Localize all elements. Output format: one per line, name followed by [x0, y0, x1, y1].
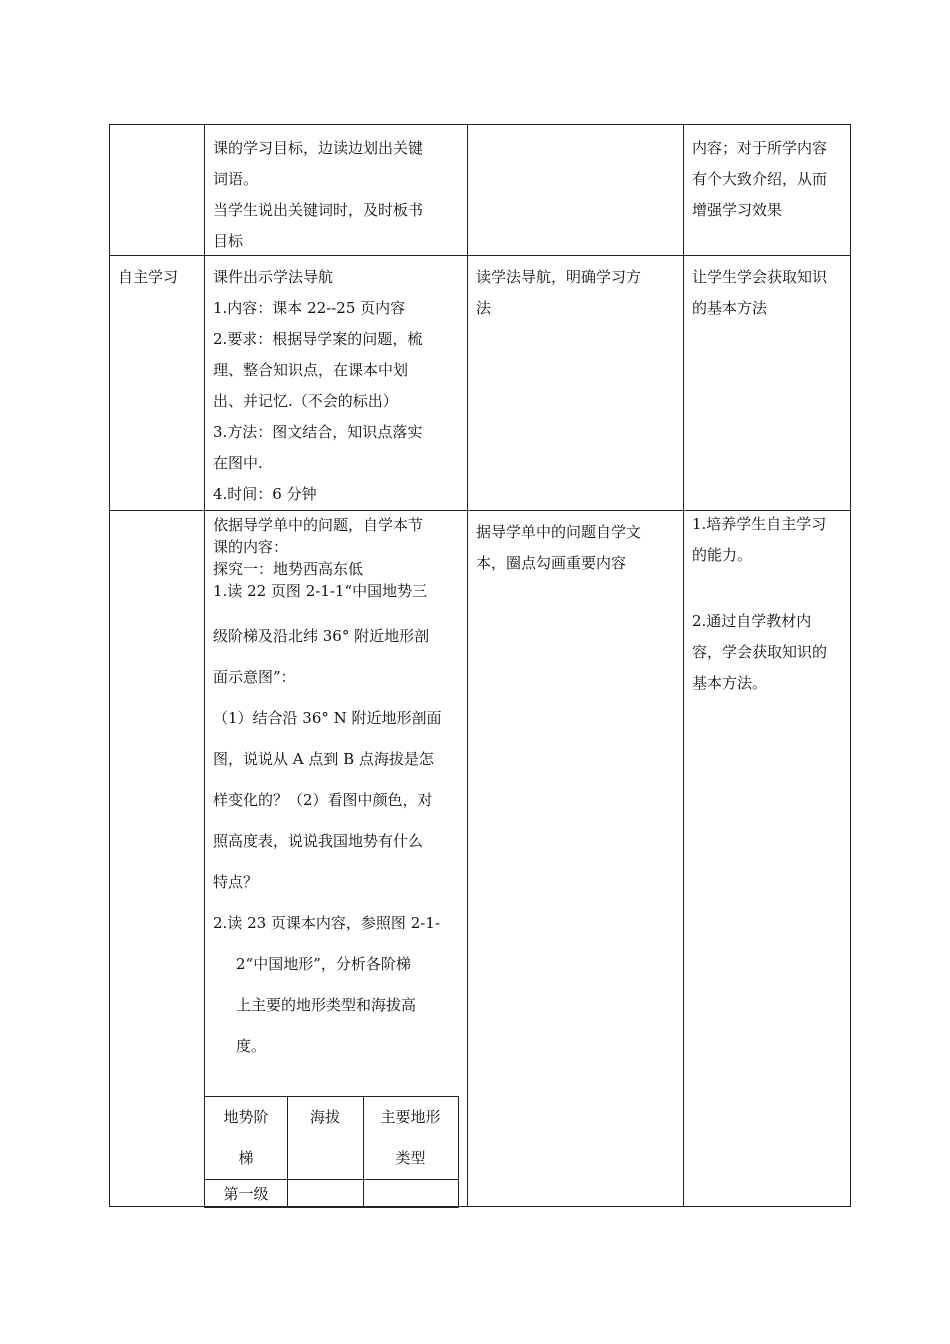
- text-line: 第一级: [223, 1185, 269, 1203]
- text-line: 2.要求：根据导学案的问题，梳: [213, 330, 423, 348]
- stage-title: 自主学习: [118, 268, 179, 286]
- column-divider: [467, 125, 468, 1206]
- text-line: 样变化的？（2）看图中颜色，对: [213, 791, 433, 809]
- row3-student-activity: [476, 517, 681, 579]
- row2-student-activity: [476, 262, 681, 324]
- text-line: 1.内容：课本 22--25 页内容: [213, 299, 406, 317]
- text-line: 有个大致介绍，从而: [692, 170, 828, 188]
- text-line: 法: [476, 299, 492, 317]
- header-terrain-step: [205, 1097, 287, 1179]
- terrain-steps-table: [204, 1096, 459, 1208]
- text-line: 类型: [395, 1149, 426, 1167]
- row2-stage-label: [118, 262, 200, 293]
- text-line: 照高度表，说说我国地势有什么: [213, 832, 424, 850]
- row1-design-intent: [692, 133, 847, 226]
- text-line: 基本方法。: [692, 674, 768, 692]
- text-line: 课件出示学法导航: [213, 268, 334, 286]
- text-line: 词语。: [213, 170, 259, 188]
- text-line: 课的学习目标，边读边划出关键: [213, 139, 424, 157]
- row2-teacher-activity: [213, 262, 461, 510]
- column-divider: [204, 125, 205, 1206]
- row-first-step: [205, 1179, 287, 1209]
- text-line: 梯: [238, 1149, 254, 1167]
- text-line: 理、整合知识点，在课本中划: [213, 361, 409, 379]
- text-line: 内容；对于所学内容: [692, 139, 828, 157]
- text-line: 在图中.: [213, 454, 263, 472]
- text-line: 读学法导航，明确学习方: [476, 268, 642, 286]
- text-line: 1.读 22 页图 2-1-1“中国地势三: [213, 582, 428, 600]
- text-line: 2.读 23 页课本内容，参照图 2-1-: [213, 914, 440, 932]
- text-line: 4.时间：6 分钟: [213, 485, 317, 503]
- text-line: 海拔: [309, 1108, 340, 1126]
- text-line: 2“中国地形”，分析各阶梯: [236, 955, 411, 973]
- text-line: 度。: [236, 1037, 267, 1055]
- text-line: （1）结合沿 36° N 附近地形剖面: [213, 709, 442, 727]
- text-line: 级阶梯及沿北纬 36° 附近地形剖: [213, 627, 430, 645]
- row3-design-intent-b: [692, 606, 847, 699]
- text-line: 出、并记忆.（不会的标出）: [213, 392, 398, 410]
- text-line: 目标: [213, 232, 244, 250]
- text-line: 增强学习效果: [692, 201, 783, 219]
- text-line: 面示意图”：: [213, 668, 296, 686]
- text-line: 据导学单中的问题自学文: [476, 523, 642, 541]
- row2-design-intent: [692, 262, 847, 324]
- text-line: 本，圈点勾画重要内容: [476, 554, 627, 572]
- text-line: 依据导学单中的问题，自学本节: [213, 516, 424, 534]
- text-line: 特点？: [213, 873, 259, 891]
- row3-intro: [213, 514, 461, 602]
- text-line: 的基本方法: [692, 299, 768, 317]
- text-line: 容，学会获取知识的: [692, 643, 828, 661]
- text-line: 上主要的地形类型和海拔高: [236, 996, 417, 1014]
- text-line: 1.培养学生自主学习: [692, 515, 827, 533]
- text-line: 3.方法：图文结合，知识点落实: [213, 423, 423, 441]
- text-line: 的能力。: [692, 546, 753, 564]
- column-divider: [683, 125, 684, 1206]
- text-line: 课的内容：: [213, 538, 289, 556]
- row1-teacher-activity: [213, 133, 461, 257]
- text-line: 当学生说出关键词时，及时板书: [213, 201, 424, 219]
- header-main-landform: [363, 1097, 458, 1179]
- header-elevation: [287, 1097, 363, 1138]
- text-line: 主要地形: [380, 1108, 441, 1126]
- row3-design-intent-a: [692, 509, 847, 571]
- text-line: 让学生学会获取知识: [692, 268, 828, 286]
- row3-body: [213, 616, 461, 1067]
- text-line: 地势阶: [223, 1108, 269, 1126]
- text-line: 探究一：地势西高东低: [213, 560, 364, 578]
- text-line: 2.通过自学教材内: [692, 612, 812, 630]
- text-line: 图，说说从 A 点到 B 点海拔是怎: [213, 750, 434, 768]
